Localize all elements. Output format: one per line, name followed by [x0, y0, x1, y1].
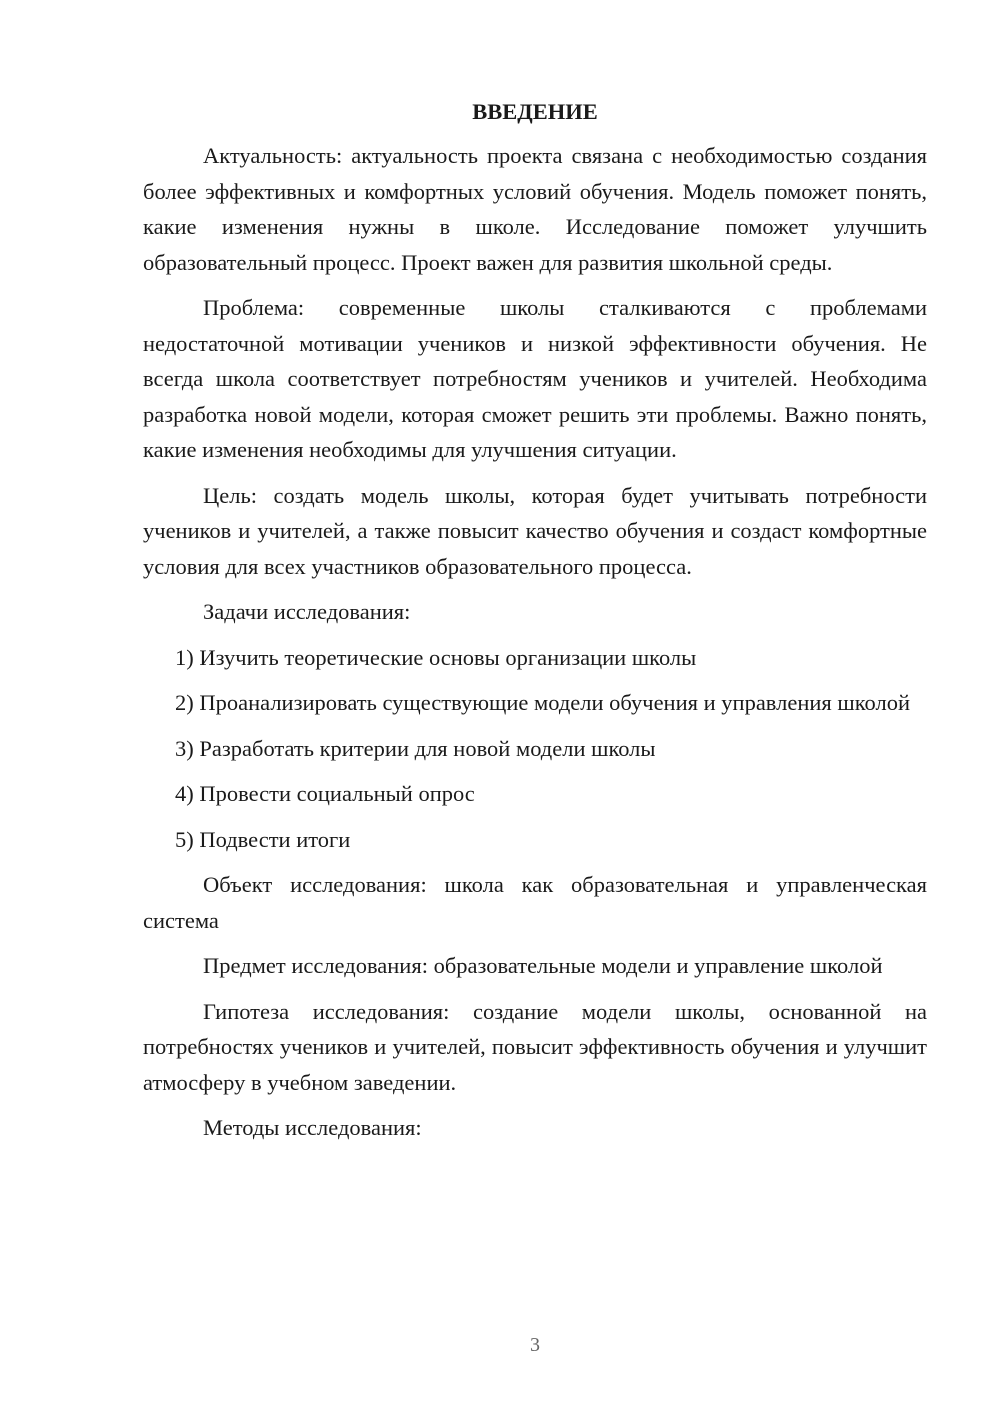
relevance-paragraph: Актуальность: актуальность проекта связана с необходимостью создания более эффективных и комфортных условий обучения. Модель поможет понять, какие изменения нужны в школе. Исследование поможет улучшить образовательный процесс. Проект важен для развития школьной среды.: [143, 143, 927, 275]
task-item-2: 2) Проанализировать существующие модели обучения и управления школой: [175, 690, 910, 715]
task-item-4: 4) Провести социальный опрос: [175, 781, 475, 806]
task-item-1: 1) Изучить теоретические основы организации школы: [175, 644, 697, 670]
methods-paragraph: Методы исследования:: [203, 1115, 422, 1140]
section-heading: ВВЕДЕНИЕ: [472, 99, 598, 124]
problem-paragraph: Проблема: современные школы сталкиваются с проблемами недостаточной мотивации учеников и низкой эффективности обучения. Не всегда школа соответствует потребностям учеников и учителей. Необходима разработка новой модели, которая сможет решить эти проблемы. Важно понять, какие изменения необходимы для улучшения ситуации.: [143, 295, 927, 462]
page-number: 3: [530, 1334, 540, 1356]
document-body: [143, 96, 927, 1156]
hypothesis-paragraph: Гипотеза исследования: создание модели школы, основанной на потребностях учеников и учителей, повысит эффективность обучения и улучшит атмосферу в учебном заведении.: [143, 998, 927, 1095]
goal-paragraph: Цель: создать модель школы, которая будет учитывать потребности учеников и учителей, а также повысит качество обучения и создаст комфортные условия для всех участников образовательного процесса.: [143, 482, 927, 579]
subject-paragraph: Предмет исследования: образовательные модели и управление школой: [203, 953, 883, 978]
task-item-5: 5) Подвести итоги: [175, 826, 351, 852]
task-item-3: 3) Разработать критерии для новой модели школы: [175, 735, 656, 761]
tasks-intro: Задачи исследования:: [203, 599, 411, 624]
object-paragraph: Объект исследования: школа как образовательная и управленческая система: [143, 872, 927, 933]
